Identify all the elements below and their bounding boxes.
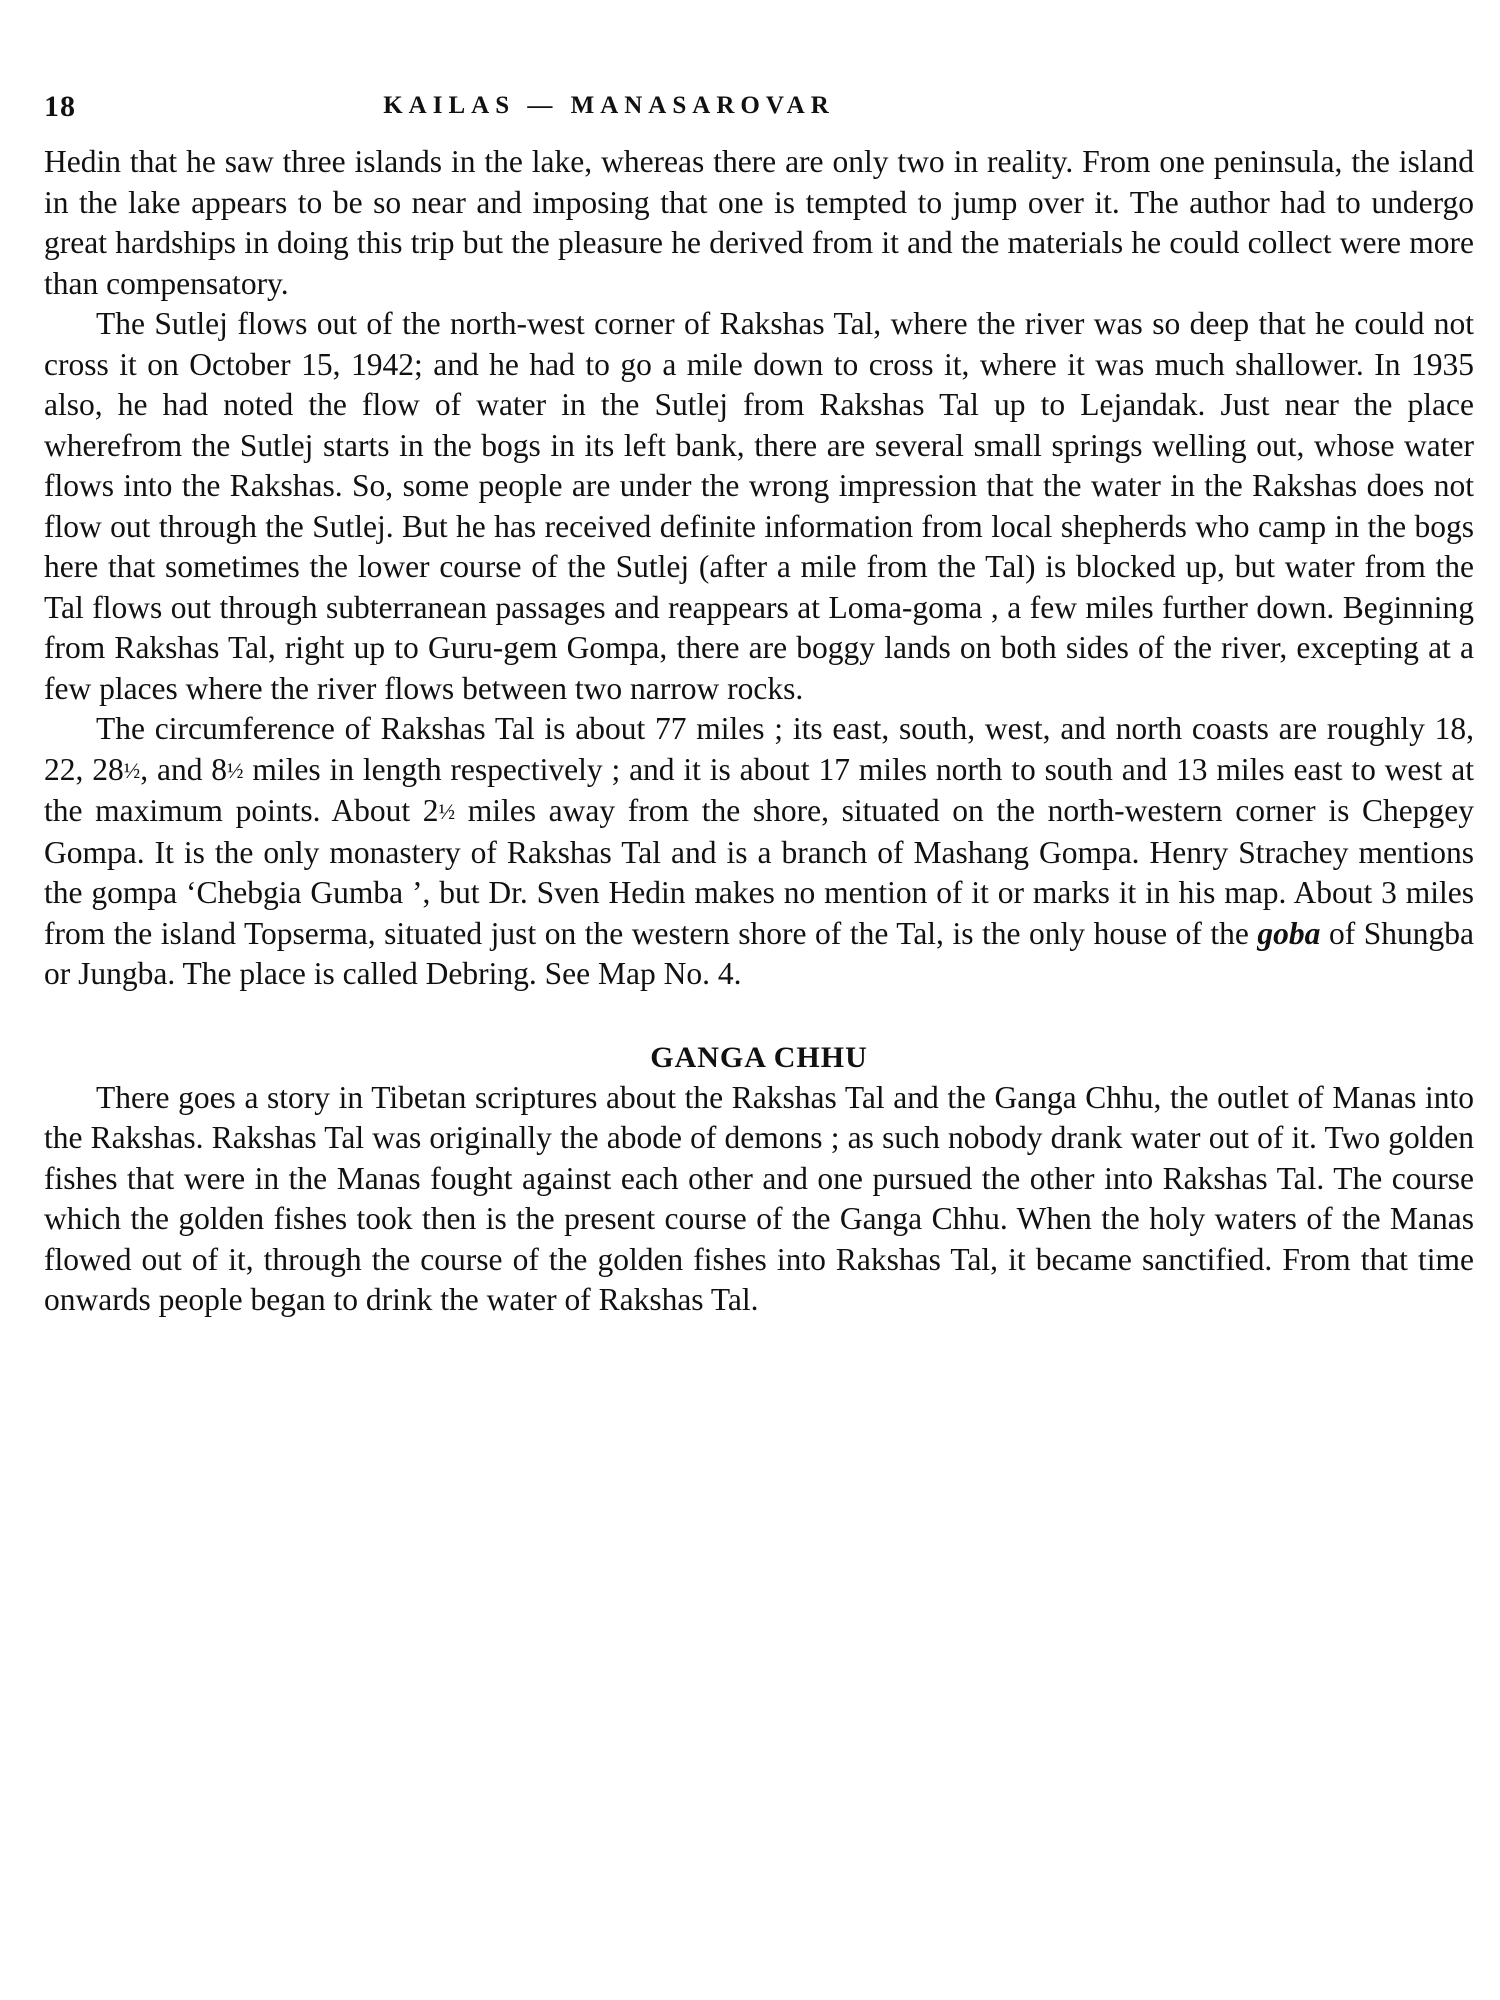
- page-number: 18: [44, 90, 76, 123]
- section-heading: GANGA CHHU: [650, 1040, 868, 1074]
- paragraph-2: The Sutlej flows out of the north-west corner of Rakshas Tal, where the river was so deep that he could not cross it on October 15, 1942; and he had to go a mile down to cross it, where it was much shallower. In 1935 also, he had noted the flow of water in the Sutlej from Rakshas Tal up to Lejandak. Just near the place wherefrom the Sutlej starts in the bogs in its left bank, there are several small springs welling out, whose water flows into the Rakshas. So, some people are under the wrong impression that the water in the Rakshas does not flow out through the Sutlej. But he has received definite information from local shepherds who camp in the bogs here that sometimes the lower course of the Sutlej (after a mile from the Tal) is blocked up, but water from the Tal flows out through subterranean passages and reappears at Loma-goma , a few miles further down. Beginning from Rakshas Tal, right up to Guru-gem Gompa, there are boggy lands on both sides of the river, excepting at a few places where the river flows between two narrow rocks.: [44, 306, 1474, 706]
- paragraph-4: There goes a story in Tibetan scriptures about the Rakshas Tal and the Ganga Chhu, the outlet of Manas into the Rakshas. Rakshas Tal was originally the abode of demons ; as such nobody drank water out of it. Two golden fishes that were in the Manas fought against each other and one pursued the other into Rakshas Tal. The course which the golden fishes took then is the present course of the Ganga Chhu. When the holy waters of the Manas flowed out of it, through the course of the golden fishes into Rakshas Tal, it became sanctified. From that time onwards people began to drink the water of Rakshas Tal.: [44, 1079, 1474, 1317]
- paragraph-1: Hedin that he saw three islands in the lake, whereas there are only two in reality. From one peninsula, the island in the lake appears to be so near and imposing that one is tempted to jump over it. The author had to undergo great hardships in doing this trip but the pleasure he derived from it and the materials he could collect were more than compensatory.: [44, 144, 1474, 301]
- running-head: [44, 82, 1474, 142]
- paragraph-3-text: of Shungba or Jungba. The place is called Debring. See Map No. 4.: [44, 915, 1474, 991]
- paragraph-3-text: miles away from the shore, situated on the north-western corner is Chepgey Gompa. It is the only monastery of Rakshas Tal and is a branch of Mashang Gompa. Henry Strachey mentions the gompa ‘Chebgia Gumba ’, but Dr. Sven Hedin makes no mention of it or marks it in his map. About 3 miles from the island Topserma, situated just on the western shore of the Tal, is the only house of the: [44, 793, 1474, 951]
- document-page: [44, 82, 1474, 1321]
- paragraph-3-text: The circumference of Rakshas Tal is about 77 miles ; its east, south, west, and north coasts are roughly 18, 22, 28: [44, 711, 1474, 787]
- paragraph-3-text: , and 8: [140, 751, 228, 787]
- fraction: ½: [123, 757, 141, 783]
- italic-term: goba: [1257, 915, 1321, 951]
- fraction: ½: [438, 799, 456, 824]
- paragraph-3-text: miles in length respectively ; and it is about 17 miles north to south and 13 miles east to west at the maximum points. About 2: [44, 751, 1475, 828]
- fraction: ½: [227, 757, 244, 783]
- body-text: [44, 142, 1474, 1321]
- paragraph-3: [44, 709, 1474, 995]
- running-title: KAILAS — MANASAROVAR: [383, 92, 835, 119]
